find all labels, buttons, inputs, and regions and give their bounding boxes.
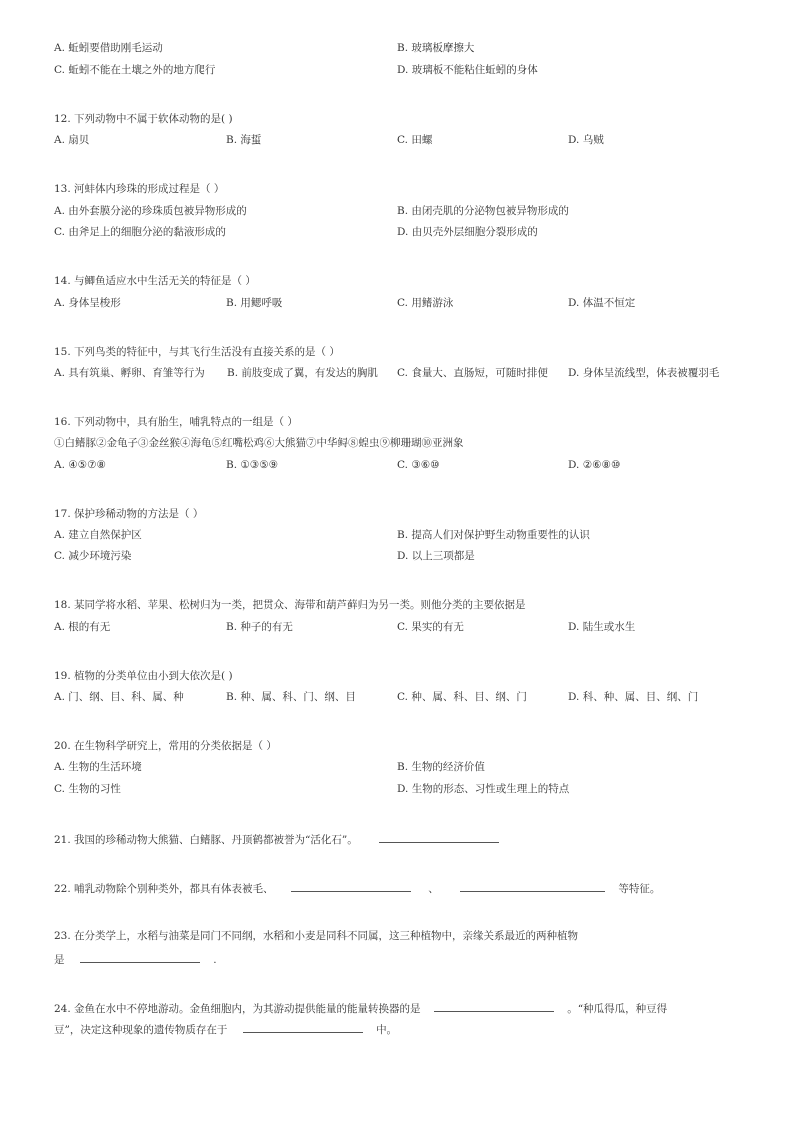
q20-option-b: B. 生物的经济价值: [397, 761, 485, 773]
q19-stem: 19. 植物的分类单位由小到大依次是( ): [54, 670, 233, 682]
q12-option-c: C. 田螺: [397, 134, 433, 146]
q24-line-1: [54, 1000, 667, 1016]
q24-answer-blank-1[interactable]: [434, 1000, 554, 1012]
q14-option-c: C. 用鳍游泳: [397, 297, 454, 309]
q23-line-1: 23. 在分类学上，水稻与油菜是同门不同纲，水稻和小麦是同科不同属，这三种植物中，亲缘关系最近的两种植物: [54, 930, 579, 942]
q13-option-b: B. 由闭壳肌的分泌物包被异物形成的: [397, 205, 569, 217]
q14-option-a: A. 身体呈梭形: [54, 297, 121, 309]
q20-option-a: A. 生物的生活环境: [54, 761, 142, 773]
q11-option-c: C. 蚯蚓不能在土壤之外的地方爬行: [54, 64, 216, 76]
q13-option-c: C. 由斧足上的细胞分泌的黏液形成的: [54, 226, 226, 238]
q19-option-b: B. 种、属、科、门、纲、目: [226, 691, 356, 703]
q24-text-4: 中。: [376, 1024, 398, 1036]
q19-option-d: D. 科、种、属、目、纲、门: [568, 691, 699, 703]
q24-text-2: 。“种瓜得瓜，种豆得: [567, 1003, 668, 1015]
q24-text-1: 24. 金鱼在水中不停地游动。金鱼细胞内，为其游动提供能量的能量转换器的是: [54, 1003, 421, 1015]
q22-answer-blank-1[interactable]: [291, 880, 411, 892]
q15-option-d: D. 身体呈流线型，体表被覆羽毛: [568, 367, 720, 379]
q18-option-c: C. 果实的有无: [397, 621, 464, 633]
q21-line: [54, 831, 499, 847]
q17-stem: 17. 保护珍稀动物的方法是（ ）: [54, 508, 204, 520]
q18-stem: 18. 某同学将水稻、苹果、松树归为一类，把贯众、海带和葫芦藓归为另一类。则他分类的主要依据是: [54, 599, 526, 611]
q15-option-a: A. 具有筑巢、孵卵、育雏等行为: [54, 367, 205, 379]
q17-option-a: A. 建立自然保护区: [54, 529, 142, 541]
q17-option-c: C. 减少环境污染: [54, 550, 132, 562]
q16-stem: 16. 下列动物中，具有胎生，哺乳特点的一组是（ ）: [54, 416, 298, 428]
q14-option-b: B. 用鳃呼吸: [226, 297, 283, 309]
q22-answer-blank-2[interactable]: [460, 880, 605, 892]
q11-option-a: A. 蚯蚓要借助刚毛运动: [54, 42, 163, 54]
q14-option-d: D. 体温不恒定: [568, 297, 636, 309]
q15-option-c: C. 食量大、直肠短，可随时排便: [397, 367, 548, 379]
q23-text-2: .: [213, 954, 217, 966]
q13-option-a: A. 由外套膜分泌的珍珠质包被异物形成的: [54, 205, 247, 217]
q15-option-b: B. 前肢变成了翼，有发达的胸肌: [227, 367, 378, 379]
q18-option-d: D. 陆生或水生: [568, 621, 636, 633]
q19-option-c: C. 种、属、科、目、纲、门: [397, 691, 527, 703]
q13-stem: 13. 河蚌体内珍珠的形成过程是（ ）: [54, 183, 225, 195]
q16-option-d: D. ②⑥⑧⑩: [568, 459, 621, 471]
q21-answer-blank[interactable]: [379, 831, 499, 843]
q11-option-b: B. 玻璃板摩擦大: [397, 42, 475, 54]
q11-option-d: D. 玻璃板不能粘住蚯蚓的身体: [397, 64, 538, 76]
q20-stem: 20. 在生物科学研究上，常用的分类依据是（ ）: [54, 740, 277, 752]
q12-option-d: D. 乌贼: [568, 134, 604, 146]
q20-option-c: C. 生物的习性: [54, 783, 121, 795]
q20-option-d: D. 生物的形态、习性或生理上的特点: [397, 783, 570, 795]
q12-option-b: B. 海蜇: [226, 134, 262, 146]
q16-option-a: A. ④⑤⑦⑧: [54, 459, 106, 471]
q21-stem: 21. 我国的珍稀动物大熊猫、白鳍豚、丹顶鹤都被誉为“活化石”。: [54, 834, 358, 846]
q16-option-b: B. ①③⑤⑨: [226, 459, 279, 471]
q22-line: [54, 880, 660, 896]
q15-stem: 15. 下列鸟类的特征中，与其飞行生活没有直接关系的是（ ）: [54, 346, 340, 358]
q23-answer-blank[interactable]: [80, 951, 200, 963]
q18-option-a: A. 根的有无: [54, 621, 111, 633]
q12-stem: 12. 下列动物中不属于软体动物的是( ): [54, 113, 233, 125]
q22-text-1: 22. 哺乳动物除个别种类外，都具有体表被毛、: [54, 883, 274, 895]
q24-answer-blank-2[interactable]: [243, 1021, 363, 1033]
q12-option-a: A. 扇贝: [54, 134, 90, 146]
q16-animal-list: ①白鳍豚②金龟子③金丝猴④海龟⑤红嘴松鸡⑥大熊猫⑦中华鲟⑧蝗虫⑨柳珊瑚⑩亚洲象: [54, 437, 464, 449]
q24-line-2: [54, 1021, 397, 1037]
q14-stem: 14. 与鲫鱼适应水中生活无关的特征是（ ）: [54, 275, 256, 287]
q22-text-2: 、: [428, 883, 439, 895]
q18-option-b: B. 种子的有无: [226, 621, 293, 633]
q23-line-2: [54, 951, 217, 967]
q23-text-1: 是: [54, 954, 65, 966]
q24-text-3: 豆”，决定这种现象的遗传物质存在于: [54, 1024, 228, 1036]
q17-option-d: D. 以上三项都是: [397, 550, 475, 562]
q13-option-d: D. 由贝壳外层细胞分裂形成的: [397, 226, 538, 238]
q22-text-3: 等特征。: [618, 883, 661, 895]
q16-option-c: C. ③⑥⑩: [397, 459, 440, 471]
q19-option-a: A. 门、纲、目、科、属、种: [54, 691, 184, 703]
q17-option-b: B. 提高人们对保护野生动物重要性的认识: [397, 529, 590, 541]
